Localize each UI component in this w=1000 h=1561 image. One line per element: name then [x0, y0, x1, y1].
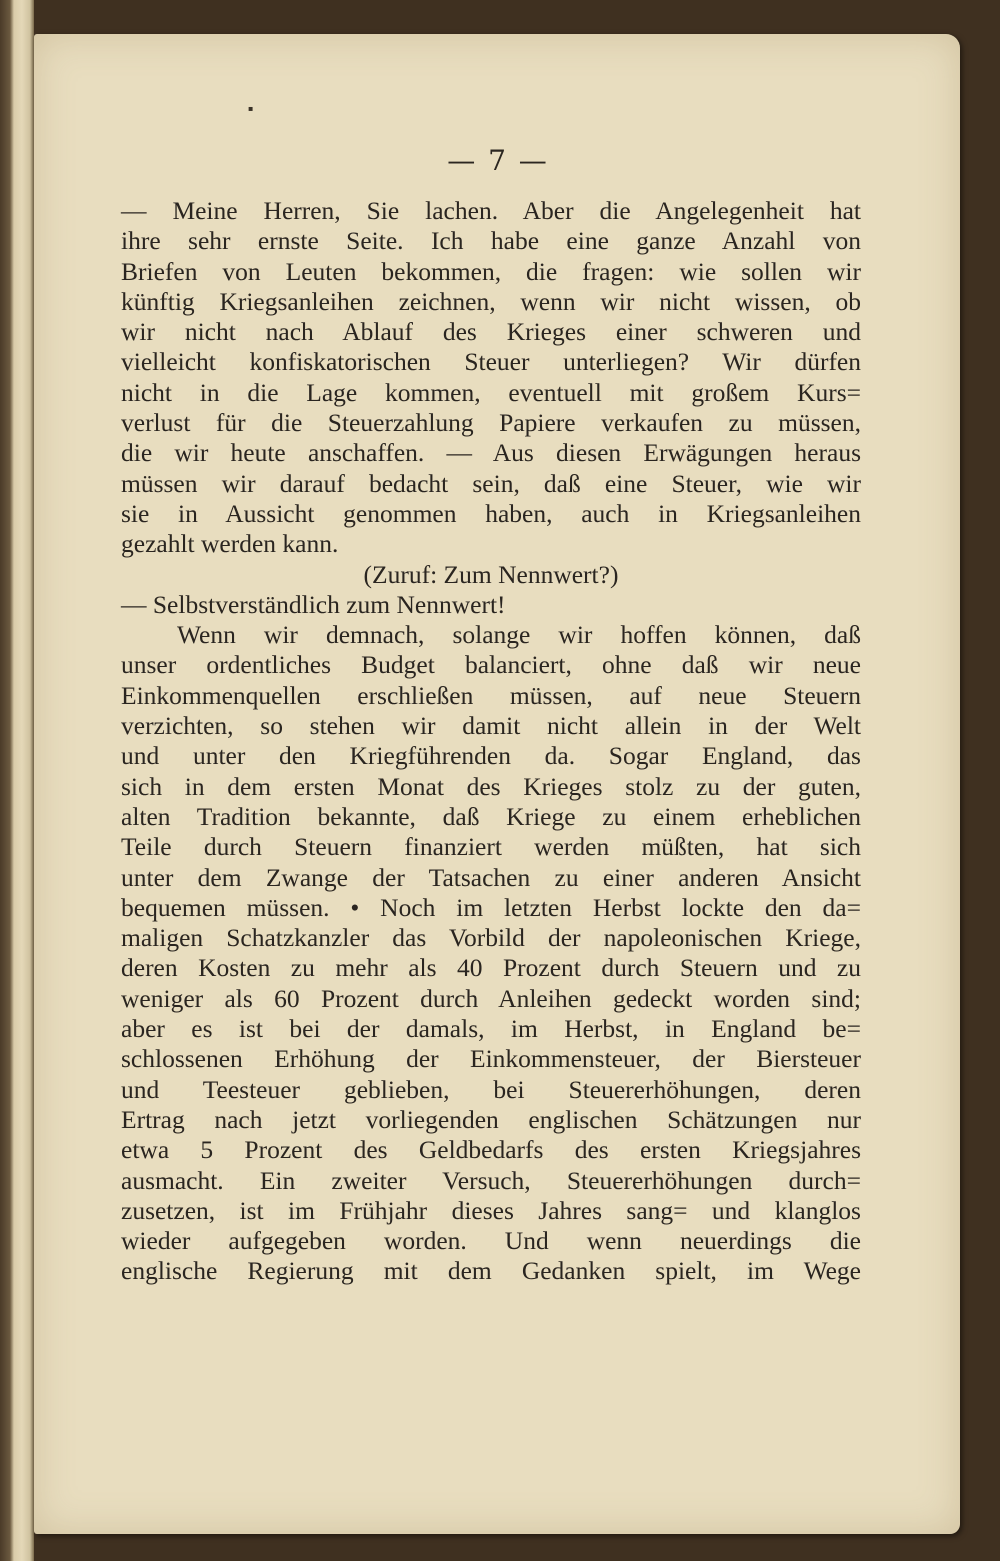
text-line: unter dem Zwange der Tatsachen zu einer anderen Ansicht: [121, 862, 861, 892]
text-line: deren Kosten zu mehr als 40 Prozent durch Steuern und zu: [121, 953, 861, 983]
ink-dot: ▪: [248, 104, 254, 113]
text-line: vielleicht konfiskatorischen Steuer unterliegen? Wir dürfen: [121, 347, 861, 377]
paragraph-start-line: Wenn wir demnach, solange wir hoffen können, daß: [177, 620, 861, 650]
text-line: unser ordentliches Budget balanciert, ohne daß wir neue: [121, 650, 861, 680]
text-line: englische Regierung mit dem Gedanken spielt, im Wege: [121, 1256, 861, 1286]
text-line: und Teesteuer geblieben, bei Steuererhöhungen, deren: [121, 1074, 861, 1104]
text-line: künftig Kriegsanleihen zeichnen, wenn wir nicht wissen, ob: [121, 286, 861, 316]
text-line: wieder aufgegeben worden. Und wenn neuerdings die: [121, 1226, 861, 1256]
text-line: wir nicht nach Ablauf des Krieges einer schweren und: [121, 317, 861, 347]
page-number: — 7 —: [447, 144, 549, 177]
body-text: [121, 196, 861, 1287]
text-line: müssen wir darauf bedacht sein, daß eine Steuer, wie wir: [121, 468, 861, 498]
text-line: maligen Schatzkanzler das Vorbild der napoleonischen Kriege,: [121, 923, 861, 953]
text-line: ihre sehr ernste Seite. Ich habe eine ganze Anzahl von: [121, 226, 861, 256]
text-line: sie in Aussicht genommen haben, auch in Kriegsanleihen: [121, 498, 861, 528]
text-line: schlossenen Erhöhung der Einkommensteuer, der Biersteuer: [121, 1044, 861, 1074]
text-line: — Selbstverständlich zum Nennwert!: [121, 589, 506, 619]
text-line: verzichten, so stehen wir damit nicht allein in der Welt: [121, 711, 861, 741]
text-line: — Meine Herren, Sie lachen. Aber die Angelegenheit hat: [121, 196, 861, 225]
text-line: Briefen von Leuten bekommen, die fragen: wie sollen wir: [121, 256, 861, 286]
text-line: Teile durch Steuern finanziert werden müßten, hat sich: [121, 832, 861, 862]
text-line: nicht in die Lage kommen, eventuell mit großem Kurs=: [121, 377, 861, 407]
text-line: Ertrag nach jetzt vorliegenden englischen Schätzungen nur: [121, 1104, 861, 1134]
text-line: die wir heute anschaffen. — Aus diesen Erwägungen heraus: [121, 438, 861, 468]
text-line: verlust für die Steuerzahlung Papiere verkaufen zu müssen,: [121, 408, 861, 438]
text-line: weniger als 60 Prozent durch Anleihen gedeckt worden sind;: [121, 983, 861, 1013]
previous-page-edge: [0, 0, 34, 1561]
text-line: und unter den Kriegführenden da. Sogar England, das: [121, 741, 861, 771]
text-line: bequemen müssen. • Noch im letzten Herbst lockte den da=: [121, 892, 861, 922]
text-line: zusetzen, ist im Frühjahr dieses Jahres sang= und klanglos: [121, 1195, 861, 1225]
text-line: etwa 5 Prozent des Geldbedarfs des ersten Kriegsjahres: [121, 1135, 861, 1165]
text-line: sich in dem ersten Monat des Krieges stolz zu der guten,: [121, 771, 861, 801]
text-line: Einkommenquellen erschließen müssen, auf neue Steuern: [121, 680, 861, 710]
interjection-line: (Zuruf: Zum Nennwert?): [363, 559, 619, 589]
text-line: alten Tradition bekannte, daß Kriege zu einem erheblichen: [121, 801, 861, 831]
text-line: aber es ist bei der damals, im Herbst, in England be=: [121, 1014, 861, 1044]
text-line: gezahlt werden kann.: [121, 529, 339, 559]
text-line: ausmacht. Ein zweiter Versuch, Steuererhöhungen durch=: [121, 1165, 861, 1195]
